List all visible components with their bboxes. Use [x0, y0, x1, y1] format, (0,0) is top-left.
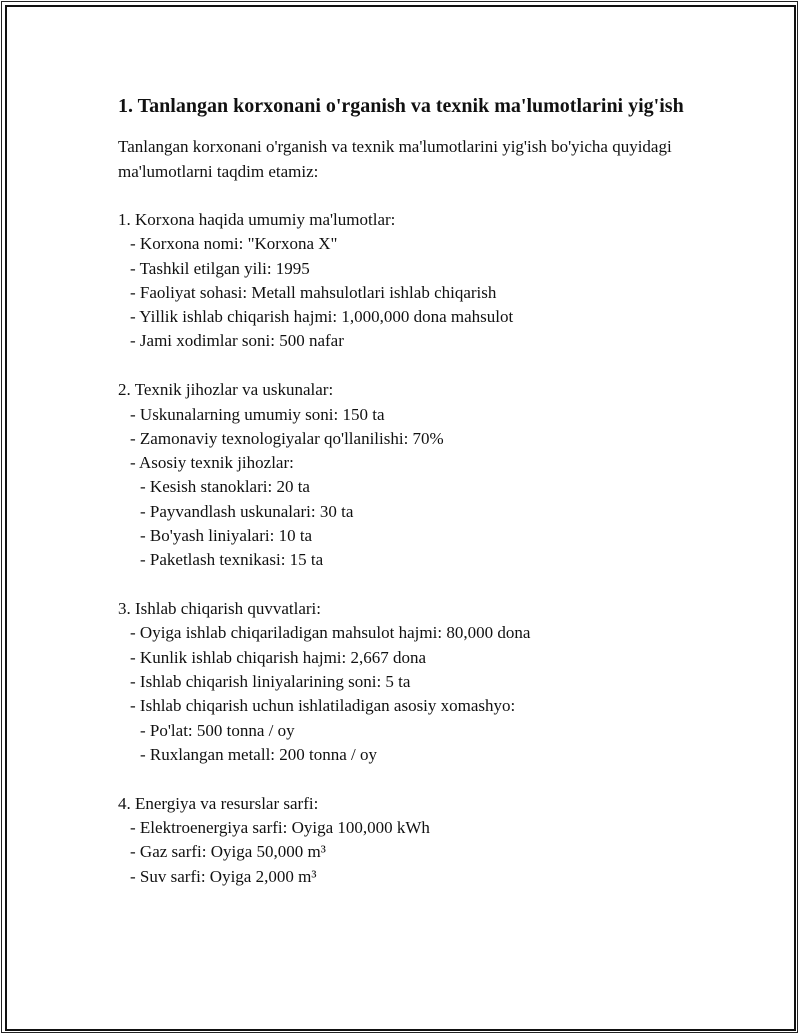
list-item: - Tashkil etilgan yili: 1995	[130, 258, 310, 278]
section-energy-resources	[118, 792, 698, 889]
section-title: 1. Korxona haqida umumiy ma'lumotlar:	[118, 210, 396, 229]
section-equipment	[118, 378, 698, 572]
list-item: - Oyiga ishlab chiqariladigan mahsulot hajmi: 80,000 dona	[130, 623, 531, 643]
list-item: - Yillik ishlab chiqarish hajmi: 1,000,000 dona mahsulot	[130, 307, 514, 327]
list-item: - Zamonaviy texnologiyalar qo'llanilishi: 70%	[130, 428, 444, 448]
document-body	[118, 92, 698, 913]
sub-list-item: - Bo'yash liniyalari: 10 ta	[140, 526, 313, 546]
section-title: 2. Texnik jihozlar va uskunalar:	[118, 380, 334, 400]
list-item: - Korxona nomi: "Korxona X"	[130, 234, 338, 254]
list-item: - Faoliyat sohasi: Metall mahsulotlari ishlab chiqarish	[130, 282, 497, 302]
list-item: - Suv sarfi: Oyiga 2,000 m³	[130, 866, 317, 886]
list-item: - Kunlik ishlab chiqarish hajmi: 2,667 dona	[130, 647, 427, 667]
sub-list-item: - Ruxlangan metall: 200 tonna / oy	[140, 744, 378, 764]
sub-list-item: - Kesish stanoklari: 20 ta	[140, 477, 310, 497]
list-item: - Elektroenergiya sarfi: Oyiga 100,000 kWh	[130, 818, 430, 838]
section-general-info	[118, 208, 698, 354]
list-item: - Jami xodimlar soni: 500 nafar	[130, 331, 344, 351]
sub-list-item: - Po'lat: 500 tonna / oy	[140, 720, 295, 740]
section-production-capacity	[118, 597, 698, 767]
list-item: - Asosiy texnik jihozlar:	[130, 453, 294, 473]
list-item: - Ishlab chiqarish uchun ishlatiladigan asosiy xomashyo:	[130, 696, 516, 716]
list-item: - Ishlab chiqarish liniyalarining soni: 5 ta	[130, 672, 411, 692]
list-item: - Uskunalarning umumiy soni: 150 ta	[130, 404, 385, 424]
sub-list-item: - Paketlash texnikasi: 15 ta	[140, 550, 324, 570]
list-item: - Gaz sarfi: Oyiga 50,000 m³	[130, 842, 326, 862]
document-heading: 1. Tanlangan korxonani o'rganish va texnik ma'lumotlarini yig'ish	[118, 95, 684, 117]
intro-paragraph: Tanlangan korxonani o'rganish va texnik ma'lumotlarini yig'ish bo'yicha quyidagi ma'lumotlarni taqdim etamiz:	[118, 137, 672, 181]
sub-list-item: - Payvandlash uskunalari: 30 ta	[140, 501, 354, 521]
section-title: 3. Ishlab chiqarish quvvatlari:	[118, 599, 322, 619]
section-title: 4. Energiya va resurslar sarfi:	[118, 793, 319, 813]
